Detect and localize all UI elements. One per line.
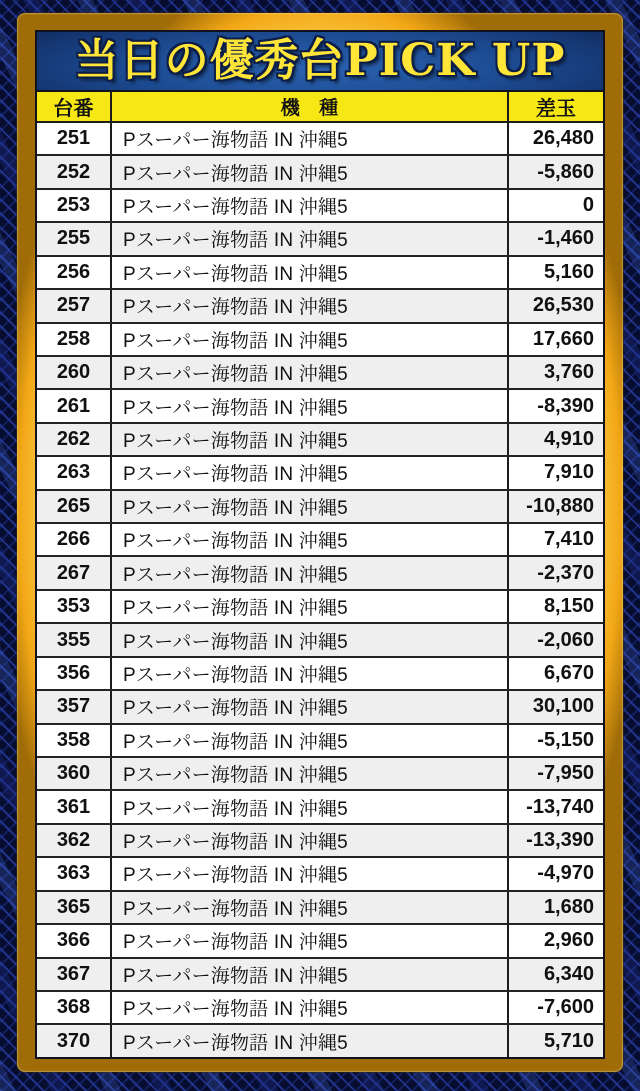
machine-number-cell: 252 xyxy=(37,156,112,187)
machine-model-cell: Pスーパー海物語 IN 沖縄5 xyxy=(123,664,348,686)
ball-diff-cell: -4,970 xyxy=(507,858,603,889)
machine-model-cell: Pスーパー海物語 IN 沖縄5 xyxy=(123,965,348,987)
machine-model-cell: Pスーパー海物語 IN 沖縄5 xyxy=(123,631,348,653)
machine-model-cell: Pスーパー海物語 IN 沖縄5 xyxy=(123,431,348,452)
machine-number-cell: 257 xyxy=(37,290,112,321)
header-machine-model: 機 種 xyxy=(280,98,339,119)
ball-diff-cell: 26,530 xyxy=(507,290,603,321)
machine-number-cell: 366 xyxy=(37,925,112,956)
machine-model-cell: Pスーパー海物語 IN 沖縄5 xyxy=(123,999,348,1021)
gold-frame xyxy=(17,13,623,1072)
table-row xyxy=(37,725,603,758)
table-row xyxy=(37,892,603,925)
machine-model-cell: Pスーパー海物語 IN 沖縄5 xyxy=(123,564,348,586)
machine-model-cell: Pスーパー海物語 IN 沖縄5 xyxy=(123,263,348,285)
table-row xyxy=(37,123,603,156)
machine-model-cell: Pスーパー海物語 IN 沖縄5 xyxy=(123,163,348,185)
ball-diff-cell: -5,150 xyxy=(507,725,603,756)
ball-diff-cell: 5,710 xyxy=(507,1025,603,1056)
machine-number-cell: 251 xyxy=(37,123,112,154)
results-table xyxy=(37,123,603,1057)
ball-diff-cell: 17,660 xyxy=(507,324,603,355)
results-panel xyxy=(35,30,605,1059)
machine-number-cell: 261 xyxy=(37,390,112,421)
table-row xyxy=(37,257,603,290)
machine-number-cell: 357 xyxy=(37,691,112,722)
ball-diff-cell: -2,060 xyxy=(507,624,603,655)
machine-model-cell: Pスーパー海物語 IN 沖縄5 xyxy=(123,130,348,152)
table-row xyxy=(37,424,603,457)
machine-number-cell: 262 xyxy=(37,424,112,455)
machine-model-cell: Pスーパー海物語 IN 沖縄5 xyxy=(123,197,348,219)
machine-number-cell: 255 xyxy=(37,223,112,254)
table-row xyxy=(37,691,603,724)
machine-model-cell: Pスーパー海物語 IN 沖縄5 xyxy=(123,464,348,486)
ball-diff-cell: -10,880 xyxy=(507,491,603,522)
table-row xyxy=(37,557,603,590)
table-row xyxy=(37,658,603,691)
table-row xyxy=(37,324,603,357)
ball-diff-cell: -7,950 xyxy=(507,758,603,789)
ball-diff-cell: 7,910 xyxy=(507,457,603,488)
ball-diff-cell: -13,740 xyxy=(507,791,603,822)
machine-number-cell: 260 xyxy=(37,357,112,388)
ball-diff-cell: 30,100 xyxy=(507,691,603,722)
ball-diff-cell: 7,410 xyxy=(507,524,603,555)
ball-diff-cell: 3,760 xyxy=(507,357,603,388)
machine-model-cell: Pスーパー海物語 IN 沖縄5 xyxy=(123,297,348,319)
machine-model-cell: Pスーパー海物語 IN 沖縄5 xyxy=(123,798,348,820)
machine-number-cell: 362 xyxy=(37,825,112,856)
machine-model-cell: Pスーパー海物語 IN 沖縄5 xyxy=(123,397,348,419)
ball-diff-cell: -2,370 xyxy=(507,557,603,588)
machine-model-cell: Pスーパー海物語 IN 沖縄5 xyxy=(123,497,348,519)
table-row xyxy=(37,390,603,423)
machine-number-cell: 266 xyxy=(37,524,112,555)
table-row xyxy=(37,624,603,657)
machine-number-cell: 355 xyxy=(37,624,112,655)
table-row xyxy=(37,156,603,189)
table-row xyxy=(37,457,603,490)
machine-number-cell: 365 xyxy=(37,892,112,923)
machine-model-cell: Pスーパー海物語 IN 沖縄5 xyxy=(123,898,348,920)
machine-number-cell: 265 xyxy=(37,491,112,522)
table-row xyxy=(37,791,603,824)
machine-number-cell: 368 xyxy=(37,992,112,1023)
ball-diff-cell: -7,600 xyxy=(507,992,603,1023)
table-row xyxy=(37,591,603,624)
table-row xyxy=(37,1025,603,1056)
header-ball-diff: 差玉 xyxy=(507,92,603,121)
table-row xyxy=(37,357,603,390)
ball-diff-cell: -13,390 xyxy=(507,825,603,856)
machine-number-cell: 258 xyxy=(37,324,112,355)
machine-number-cell: 267 xyxy=(37,557,112,588)
table-row xyxy=(37,992,603,1025)
machine-number-cell: 253 xyxy=(37,190,112,221)
table-row xyxy=(37,190,603,223)
table-row xyxy=(37,959,603,992)
machine-model-cell: Pスーパー海物語 IN 沖縄5 xyxy=(123,865,348,887)
machine-number-cell: 370 xyxy=(37,1025,112,1056)
table-row xyxy=(37,290,603,323)
machine-number-cell: 263 xyxy=(37,457,112,488)
ball-diff-cell: 0 xyxy=(507,190,603,221)
table-header-row xyxy=(37,92,603,123)
machine-model-cell: Pスーパー海物語 IN 沖縄5 xyxy=(123,598,348,620)
machine-number-cell: 358 xyxy=(37,725,112,756)
title-banner xyxy=(37,32,603,92)
ball-diff-cell: 5,160 xyxy=(507,257,603,288)
page-title: 当日の優秀台PICK UP xyxy=(74,35,566,86)
machine-number-cell: 356 xyxy=(37,658,112,689)
ball-diff-cell: 8,150 xyxy=(507,591,603,622)
ball-diff-cell: 2,960 xyxy=(507,925,603,956)
machine-number-cell: 353 xyxy=(37,591,112,622)
machine-model-cell: Pスーパー海物語 IN 沖縄5 xyxy=(123,364,348,386)
machine-model-cell: Pスーパー海物語 IN 沖縄5 xyxy=(123,932,348,954)
ball-diff-cell: -5,860 xyxy=(507,156,603,187)
ball-diff-cell: 4,910 xyxy=(507,424,603,455)
table-row xyxy=(37,758,603,791)
machine-number-cell: 367 xyxy=(37,959,112,990)
ball-diff-cell: 26,480 xyxy=(507,123,603,154)
table-row xyxy=(37,825,603,858)
machine-model-cell: Pスーパー海物語 IN 沖縄5 xyxy=(123,765,348,787)
machine-number-cell: 361 xyxy=(37,791,112,822)
machine-model-cell: Pスーパー海物語 IN 沖縄5 xyxy=(123,531,348,553)
machine-model-cell: Pスーパー海物語 IN 沖縄5 xyxy=(123,832,348,854)
header-machine-number: 台番 xyxy=(37,92,112,121)
machine-model-cell: Pスーパー海物語 IN 沖縄5 xyxy=(123,731,348,753)
machine-model-cell: Pスーパー海物語 IN 沖縄5 xyxy=(123,698,348,720)
machine-number-cell: 363 xyxy=(37,858,112,889)
machine-model-cell: Pスーパー海物語 IN 沖縄5 xyxy=(123,230,348,252)
ball-diff-cell: -8,390 xyxy=(507,390,603,421)
table-row xyxy=(37,223,603,256)
ball-diff-cell: 6,670 xyxy=(507,658,603,689)
table-row xyxy=(37,491,603,524)
machine-model-cell: Pスーパー海物語 IN 沖縄5 xyxy=(123,1032,348,1054)
table-row xyxy=(37,858,603,891)
machine-number-cell: 256 xyxy=(37,257,112,288)
machine-model-cell: Pスーパー海物語 IN 沖縄5 xyxy=(123,330,348,352)
table-row xyxy=(37,925,603,958)
ball-diff-cell: 1,680 xyxy=(507,892,603,923)
table-row xyxy=(37,524,603,557)
machine-number-cell: 360 xyxy=(37,758,112,789)
ball-diff-cell: 6,340 xyxy=(507,959,603,990)
ball-diff-cell: -1,460 xyxy=(507,223,603,254)
